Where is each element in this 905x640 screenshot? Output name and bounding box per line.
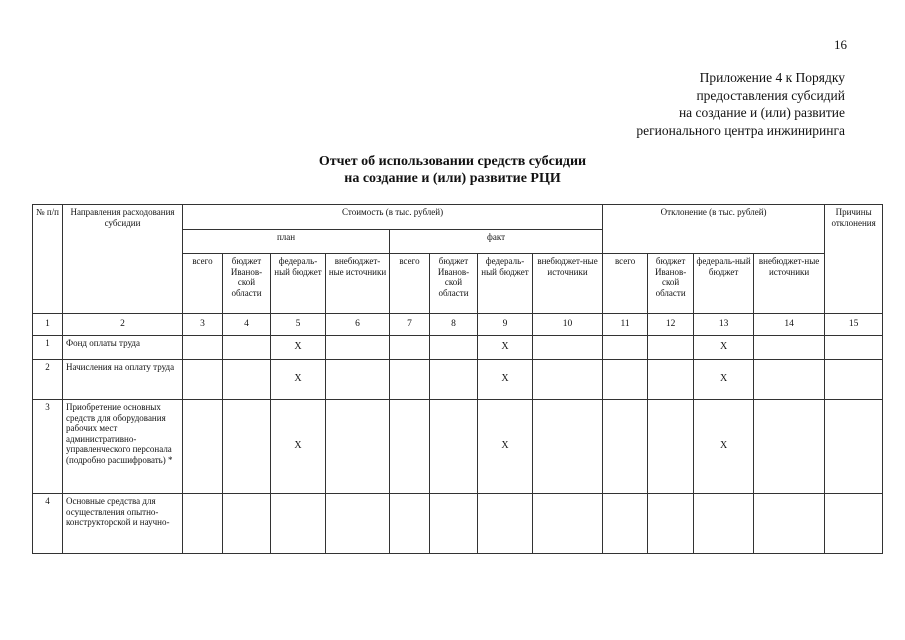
header-row <box>33 205 883 230</box>
cell-mark: Х <box>478 360 533 400</box>
cell <box>825 494 883 554</box>
column-number: 8 <box>430 314 478 336</box>
sub-regional: бюджет Иванов-ской области <box>223 254 271 314</box>
cell <box>326 360 390 400</box>
cell <box>271 494 326 554</box>
cell <box>183 360 223 400</box>
cell <box>648 336 694 360</box>
cell <box>754 360 825 400</box>
appendix-reference <box>636 69 845 139</box>
table-row <box>33 400 883 494</box>
cell <box>533 494 603 554</box>
sub-regional: бюджет Иванов-ской области <box>430 254 478 314</box>
cell <box>430 360 478 400</box>
column-number: 4 <box>223 314 271 336</box>
row-direction: Основные средства для осуществления опытно-конструкторской и научно- <box>63 494 183 554</box>
cell <box>754 336 825 360</box>
table-row <box>33 494 883 554</box>
sub-total: всего <box>183 254 223 314</box>
cell <box>648 400 694 494</box>
sub-extra: внебюджет-ные источники <box>754 254 825 314</box>
cell <box>223 360 271 400</box>
cell-mark: Х <box>694 400 754 494</box>
header-deviation: Отклонение (в тыс. рублей) <box>603 205 825 254</box>
sub-federal: федераль-ный бюджет <box>478 254 533 314</box>
cell <box>390 494 430 554</box>
column-number: 7 <box>390 314 430 336</box>
row-number: 2 <box>33 360 63 400</box>
cell <box>430 400 478 494</box>
cell <box>603 400 648 494</box>
column-number: 2 <box>63 314 183 336</box>
cell <box>390 360 430 400</box>
cell <box>478 494 533 554</box>
report-title-line: Отчет об использовании средств субсидии <box>318 154 587 169</box>
header-plan: план <box>183 230 390 254</box>
sub-federal: федераль-ный бюджет <box>271 254 326 314</box>
cell <box>825 336 883 360</box>
cell <box>223 494 271 554</box>
cell <box>603 360 648 400</box>
cell <box>603 336 648 360</box>
cell <box>183 494 223 554</box>
cell <box>825 360 883 400</box>
sub-regional: бюджет Иванов-ской области <box>648 254 694 314</box>
cell <box>390 400 430 494</box>
cell <box>603 494 648 554</box>
cell <box>648 360 694 400</box>
cell <box>390 336 430 360</box>
cell <box>223 336 271 360</box>
cell <box>223 400 271 494</box>
cell <box>533 400 603 494</box>
cell-mark: Х <box>271 400 326 494</box>
column-number: 15 <box>825 314 883 336</box>
cell <box>430 494 478 554</box>
column-number-row <box>33 314 883 336</box>
row-number: 3 <box>33 400 63 494</box>
report-table <box>32 204 883 554</box>
table-row <box>33 336 883 360</box>
row-direction: Приобретение основных средств для оборудования рабочих мест административно-управленческого персонала (подробно расшифровать) * <box>63 400 183 494</box>
table-row <box>33 360 883 400</box>
row-number: 4 <box>33 494 63 554</box>
appendix-line: Приложение 4 к Порядку <box>699 70 845 85</box>
sub-extra: внебюджет-ные источники <box>533 254 603 314</box>
cell-mark: Х <box>271 336 326 360</box>
appendix-line: регионального центра инжиниринга <box>636 122 845 138</box>
sub-total: всего <box>390 254 430 314</box>
column-number: 10 <box>533 314 603 336</box>
cell <box>754 400 825 494</box>
header-fact: факт <box>390 230 603 254</box>
cell <box>825 400 883 494</box>
page-number: 16 <box>834 37 847 52</box>
header-reasons: Причины отклонения <box>825 205 883 314</box>
cell <box>430 336 478 360</box>
cell <box>183 400 223 494</box>
column-number: 6 <box>326 314 390 336</box>
header-direction: Направления расходования субсидии <box>63 205 183 314</box>
column-number: 11 <box>603 314 648 336</box>
sub-total: всего <box>603 254 648 314</box>
cell-mark: Х <box>694 360 754 400</box>
sub-federal: федераль-ный бюджет <box>694 254 754 314</box>
cell-mark: Х <box>478 400 533 494</box>
appendix-line: предоставления субсидий <box>696 87 845 103</box>
header-cost: Стоимость (в тыс. рублей) <box>183 205 603 230</box>
cell-mark: Х <box>271 360 326 400</box>
cell <box>533 336 603 360</box>
column-number: 1 <box>33 314 63 336</box>
cell <box>183 336 223 360</box>
cell <box>694 494 754 554</box>
cell-mark: Х <box>694 336 754 360</box>
column-number: 13 <box>694 314 754 336</box>
report-title-line: на создание и (или) развитие РЦИ <box>344 171 561 186</box>
report-title <box>0 153 905 187</box>
row-direction: Фонд оплаты труда <box>63 336 183 360</box>
column-number: 3 <box>183 314 223 336</box>
column-number: 14 <box>754 314 825 336</box>
cell <box>326 494 390 554</box>
cell <box>533 360 603 400</box>
cell <box>648 494 694 554</box>
header-no: № п/п <box>33 205 63 314</box>
column-number: 12 <box>648 314 694 336</box>
row-direction: Начисления на оплату труда <box>63 360 183 400</box>
cell <box>754 494 825 554</box>
column-number: 9 <box>478 314 533 336</box>
appendix-line: на создание и (или) развитие <box>678 105 845 120</box>
cell-mark: Х <box>478 336 533 360</box>
cell <box>326 400 390 494</box>
row-number: 1 <box>33 336 63 360</box>
column-number: 5 <box>271 314 326 336</box>
sub-extra: внебюджет-ные источники <box>326 254 390 314</box>
cell <box>326 336 390 360</box>
